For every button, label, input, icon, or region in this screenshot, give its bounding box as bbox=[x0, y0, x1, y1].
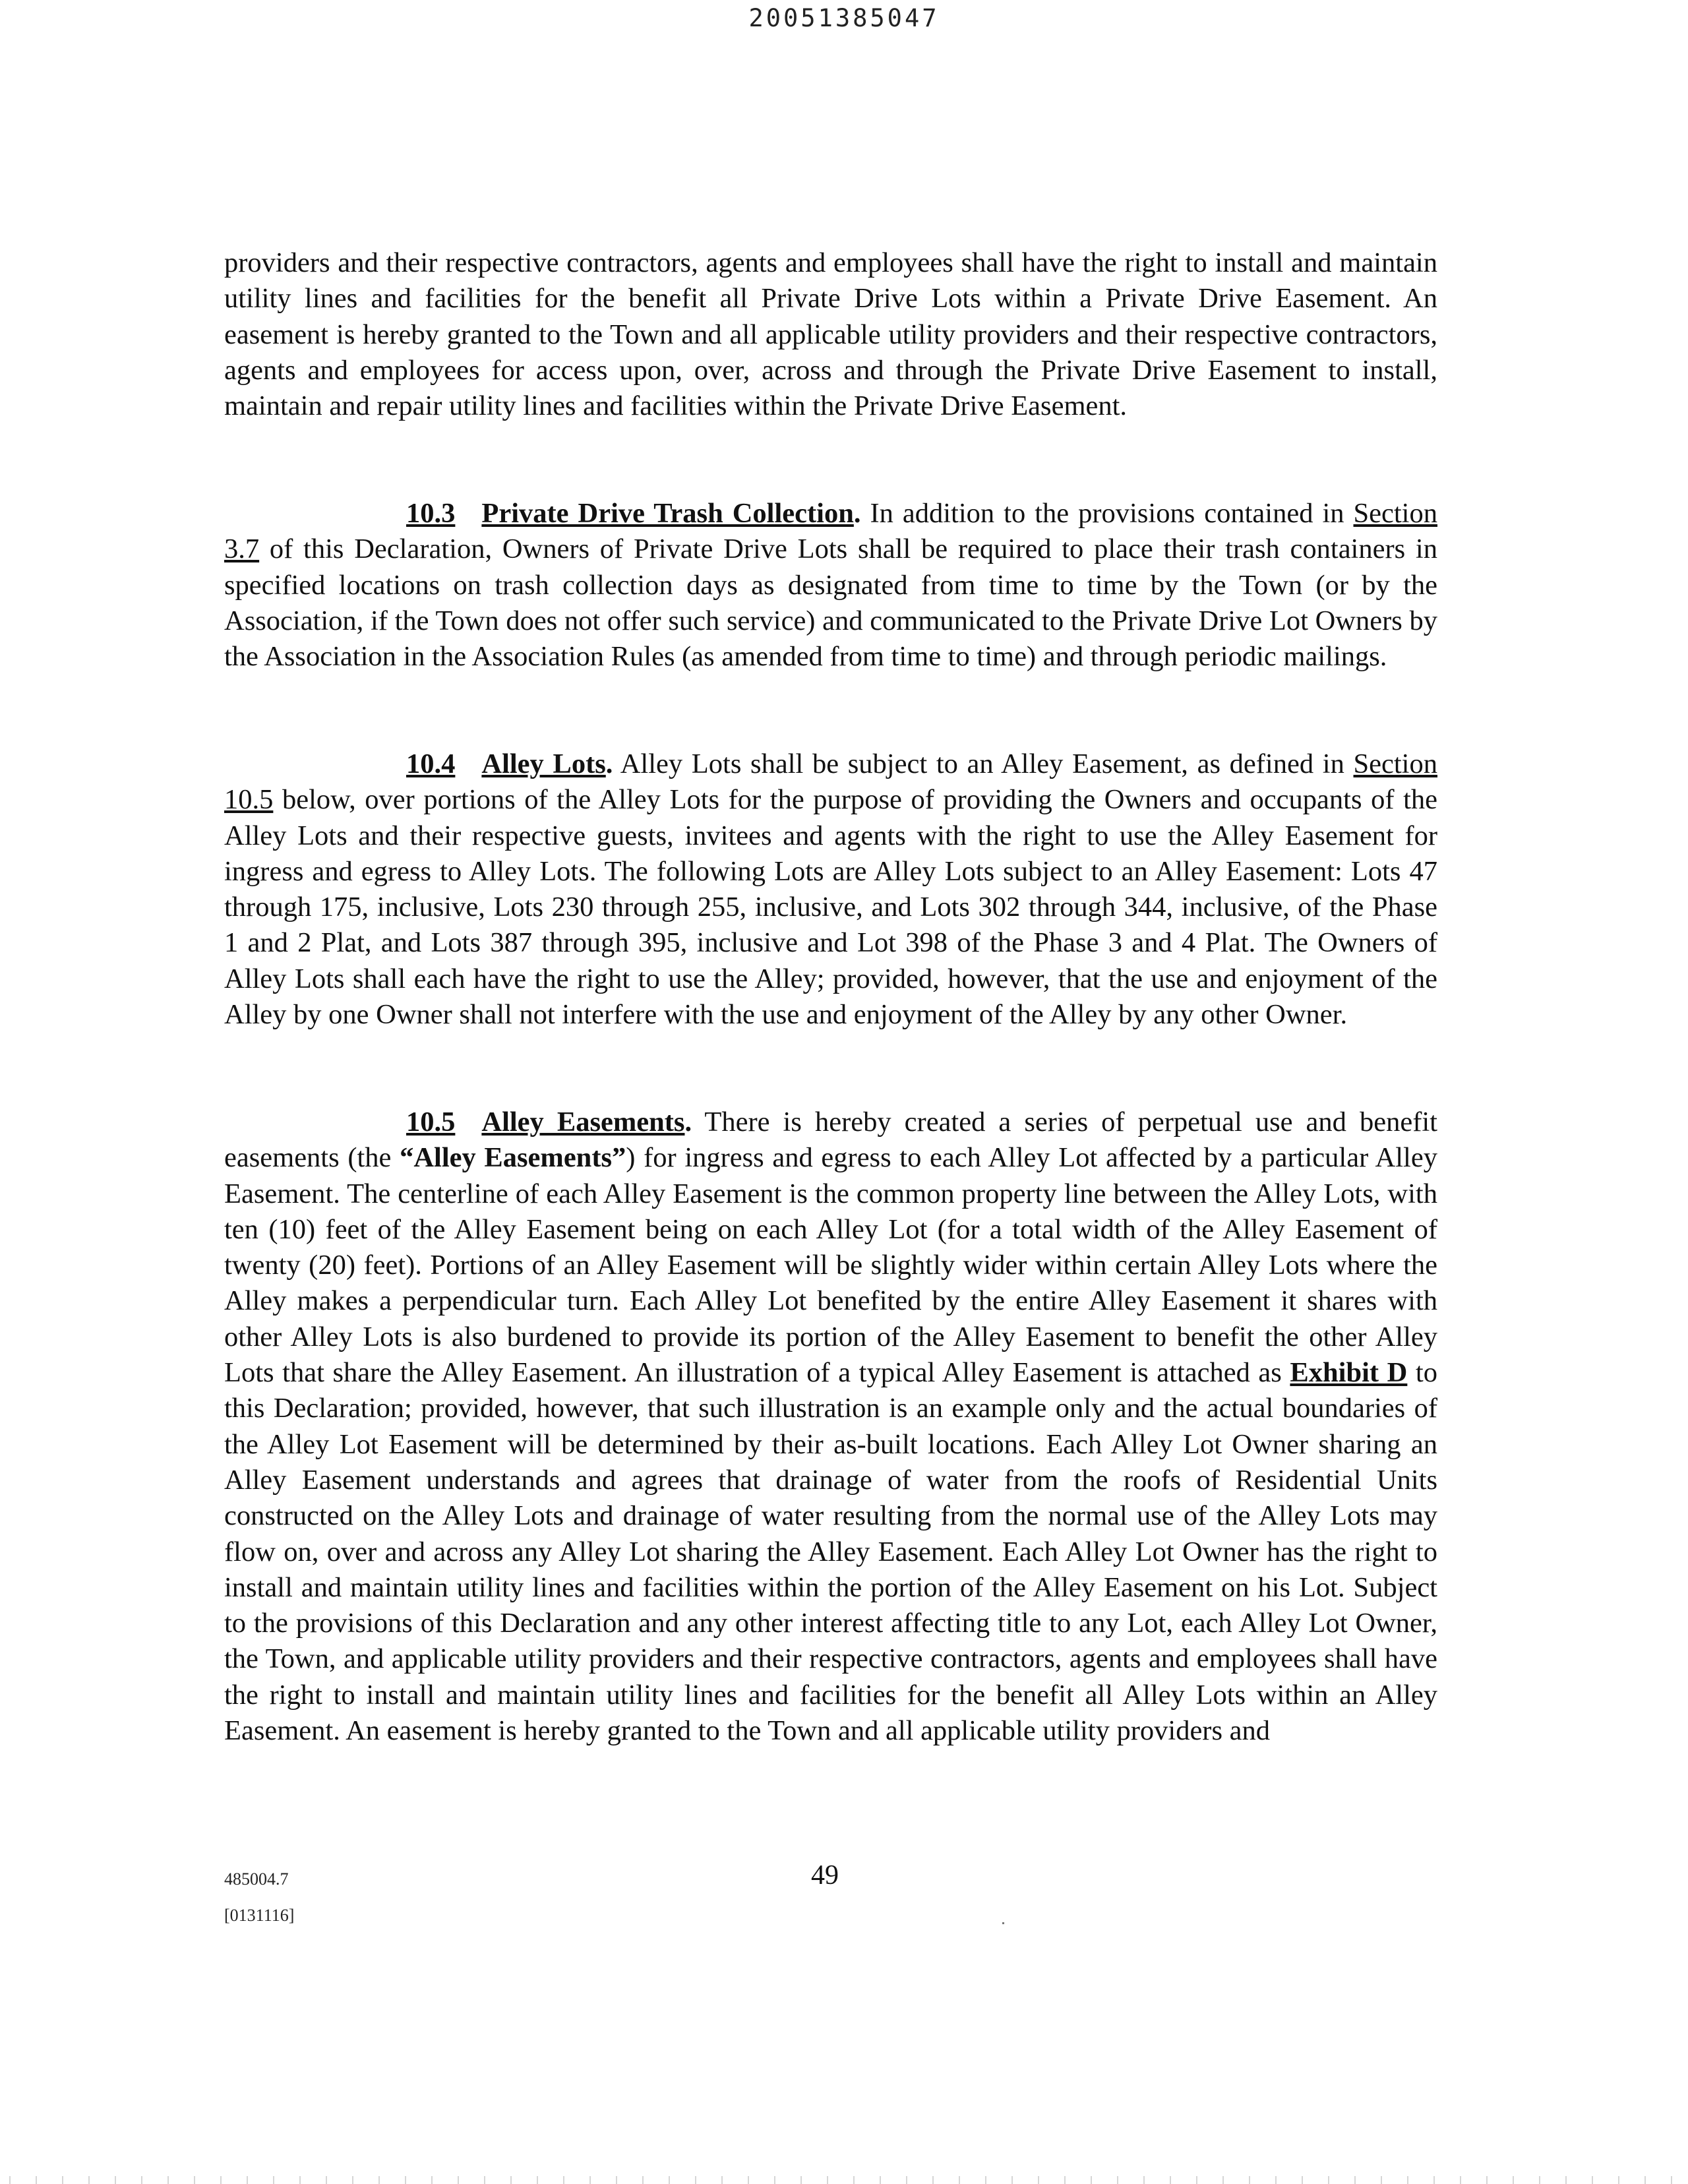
section-text: ) for ingress and egress to each Alley Lot affected by a particular Alley Easement. The centerline of each Alley Easement is the common property line between the Alley Lots, with ten (10) feet of the Alley Easement being on each Alley Lot (for a total width of the Alley Easement of twenty (20) feet). Portions of an Alley Easement will be slightly wider within certain Alley Lots where the Alley makes a perpendicular turn. Each Alley Lot benefited by the entire Alley Easement it shares with other Alley Lots is also burdened to provide its portion of the Alley Easement to benefit the other Alley Lots that share the Alley Easement. An illustration of a typical Alley Easement is attached as bbox=[224, 1142, 1437, 1389]
title-period: . bbox=[853, 498, 861, 529]
section-title: Private Drive Trash Collection bbox=[481, 498, 854, 529]
section-text: In addition to the provisions contained in bbox=[860, 498, 1354, 529]
section-reference: Section 10.5 bbox=[224, 748, 1437, 816]
section-number: 10.4 bbox=[406, 748, 456, 779]
section-title: Alley Lots bbox=[481, 748, 606, 779]
footer-doc-code: 485004.7 bbox=[224, 1869, 289, 1889]
section-10-4 bbox=[224, 746, 1437, 1033]
scan-speck bbox=[1002, 1922, 1004, 1924]
document-number: 20051385047 bbox=[748, 4, 940, 32]
title-period: . bbox=[605, 748, 613, 779]
section-number: 10.3 bbox=[406, 498, 456, 529]
section-text: below, over portions of the Alley Lots for the purpose of providing the Owners and occupants of the Alley Lots and their respective guests, invitees and agents with the right to use the Alley Easement for ingress and egress to Alley Lots. The following Lots are Alley Lots subject to an Alley Easement: Lots 47 through 175, inclusive, Lots 230 through 255, inclusive, and Lots 302 through 344, inclusive, of the Phase 1 and 2 Plat, and Lots 387 through 395, inclusive and Lot 398 of the Phase 3 and 4 Plat. The Owners of Alley Lots shall each have the right to use the Alley; provided, however, that the use and enjoyment of the Alley by one Owner shall not interfere with the use and enjoyment of the Alley by any other Owner. bbox=[224, 784, 1437, 1031]
paragraph-continued: providers and their respective contractors, agents and employees shall have the right to install and maintain utility lines and facilities for the benefit all Private Drive Lots within a Private Drive Easement. An easement is hereby granted to the Town and all applicable utility providers and their respective contractors, agents and employees for access upon, over, across and through the Private Drive Easement to install, maintain and repair utility lines and facilities within the Private Drive Easement. bbox=[224, 247, 1437, 422]
section-text: of this Declaration, Owners of Private Drive Lots shall be required to place their trash containers in specified locations on trash collection days as designated from time to time by the Town (or by the Association, if the Town does not offer such service) and communicated to the Private Drive Lot Owners by the Association in the Association Rules (as amended from time to time) and through periodic mailings. bbox=[224, 533, 1437, 673]
section-text: There is hereby created a series of perpetual use and benefit easements (the bbox=[224, 1107, 1437, 1174]
section-reference: Section 3.7 bbox=[224, 498, 1437, 565]
section-title: Alley Easements bbox=[481, 1107, 685, 1138]
page-number: 49 bbox=[811, 1860, 839, 1891]
section-10-5 bbox=[224, 1105, 1437, 1749]
section-number: 10.5 bbox=[406, 1107, 456, 1138]
title-period: . bbox=[684, 1107, 692, 1138]
defined-term: “Alley Easements” bbox=[400, 1142, 626, 1174]
footer-client-code: [0131116] bbox=[224, 1906, 295, 1925]
exhibit-reference: Exhibit D bbox=[1290, 1357, 1408, 1389]
section-text: Alley Lots shall be subject to an Alley Easement, as defined in bbox=[613, 748, 1354, 779]
section-10-3 bbox=[224, 496, 1437, 675]
scan-bottom-edge bbox=[0, 2176, 1688, 2184]
section-text: to this Declaration; provided, however, that such illustration is an example only and the actual boundaries of the Alley Lot Easement will be determined by their as-built locations. Each Alley Lot Owner sharing an Alley Easement understands and agrees that drainage of water from the roofs of Residential Units constructed on the Alley Lots and drainage of water resulting from the normal use of the Alley Lots may flow on, over and across any Alley Lot sharing the Alley Easement. Each Alley Lot Owner has the right to install and maintain utility lines and facilities within the portion of the Alley Easement on his Lot. Subject to the provisions of this Declaration and any other interest affecting title to any Lot, each Alley Lot Owner, the Town, and applicable utility providers and their respective contractors, agents and employees shall have the right to install and maintain utility lines and facilities for the benefit all Alley Lots within an Alley Easement. An easement is hereby granted to the Town and all applicable utility providers and bbox=[224, 1357, 1437, 1747]
